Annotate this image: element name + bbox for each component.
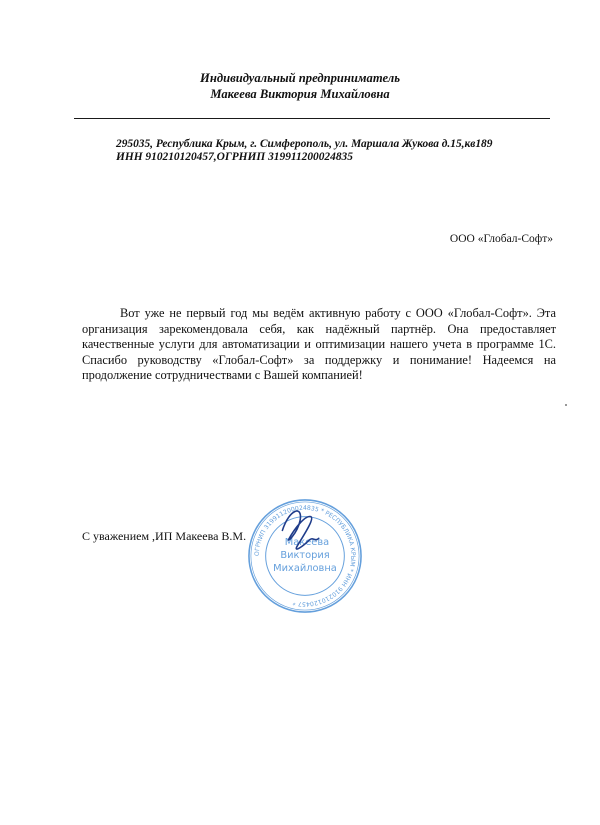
stamp-ring-textpath: ОГРНИП 319911200024835 * РЕСПУБЛИКА КРЫМ * ИНН 910210120457 * [253,504,357,608]
letter-body [82,306,556,384]
stamp-name-line3: Михайловна [273,562,337,574]
letterhead-person: Макеева Виктория Михайловна [210,87,390,101]
address-line: 295035, Республика Крым, г. Симферополь, ул. Маршала Жукова д.15,кв189 [116,138,493,150]
signoff: С уважением ,ИП Макеева В.М. [82,529,247,543]
stamp-name-line1: Макеева [284,537,330,549]
tax-ids-line: ИНН 910210120457,ОГРНИП 319911200024835 [116,151,353,163]
address-block [0,138,600,164]
stamp-name-line2: Виктория [280,549,330,561]
recipient: ООО «Глобал-Софт» [449,233,553,245]
letter-paragraph: Вот уже не первый год мы ведём активную работу с ООО «Глобал-Софт». Эта организация зарекомендовала себя, как надёжный партнёр. Она предоставляет качественные услуги для автоматизации и оптимизации нашего учета в программе 1С. Спасибо руководству «Глобал-Софт» за поддержку и понимание! Надеемся на продолжение сотрудничествами с Вашей компанией! [82,306,556,383]
header-divider [74,118,550,119]
speck [565,404,567,406]
letterhead [0,70,600,102]
round-stamp [246,497,364,615]
letterhead-title: Индивидуальный предприниматель [200,71,400,85]
